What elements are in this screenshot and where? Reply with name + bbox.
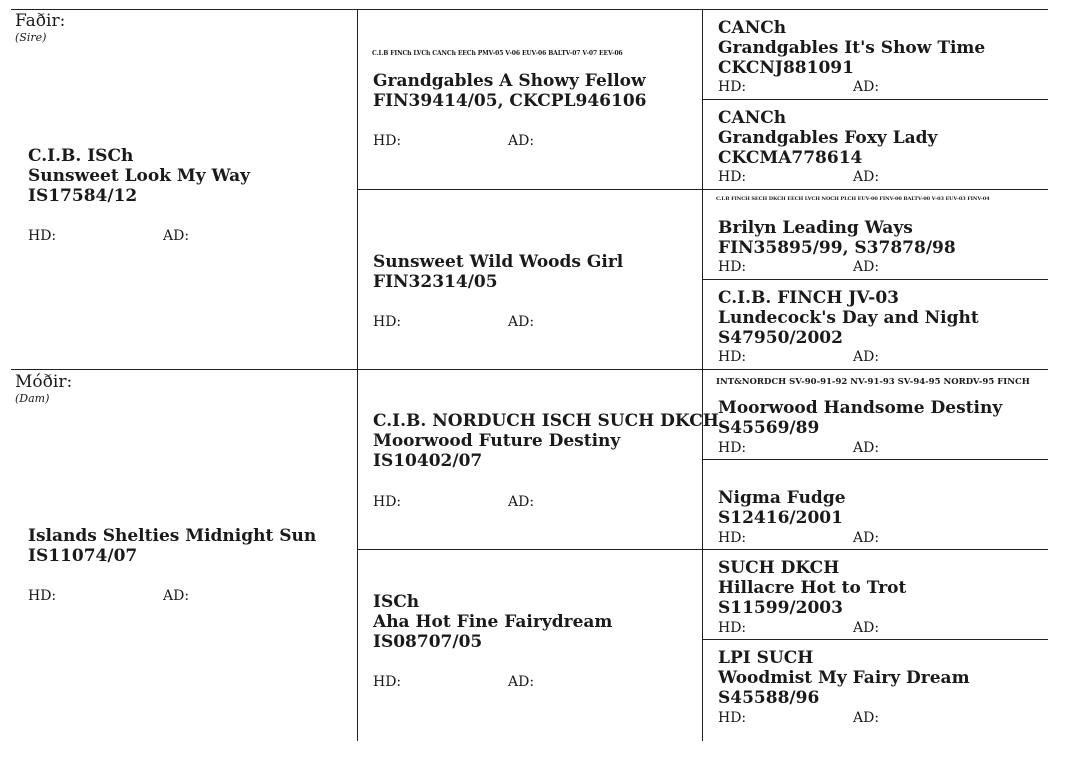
sire-label: Faðir: xyxy=(15,11,66,31)
gen2-0-reg: FIN39414/05, CKCPL946106 xyxy=(373,91,647,111)
gen3-3-dog xyxy=(718,288,979,348)
gen2-3-dog xyxy=(373,592,612,652)
gen3-5-ad: AD: xyxy=(853,530,880,546)
gen3-divider-7 xyxy=(702,639,1048,640)
gen3-1-ad: AD: xyxy=(853,169,880,185)
dam-reg: IS11074/07 xyxy=(28,546,138,566)
gen2-0-titles: C.I.B FINCh LVCh CANCh EECh PMV-05 V-06 EUV-06 BALTV-07 V-07 EEV-06 xyxy=(372,50,623,57)
gen3-7-hd: HD: xyxy=(718,710,747,726)
gen3-6-reg: S11599/2003 xyxy=(718,598,843,618)
dam-hd: HD: xyxy=(28,588,57,604)
gen3-0-dog xyxy=(718,18,985,78)
sire-name: Sunsweet Look My Way xyxy=(28,166,251,186)
gen3-1-reg: CKCMA778614 xyxy=(718,148,863,168)
gen3-2-name: Brilyn Leading Ways xyxy=(718,218,913,238)
gen3-7-name: Woodmist My Fairy Dream xyxy=(718,668,970,688)
gen3-4-hd: HD: xyxy=(718,440,747,456)
gen2-0-hd: HD: xyxy=(373,133,402,149)
gen3-4-titles: INT&NORDCH SV-90-91-92 NV-91-93 SV-94-95 NORDV-95 FINCH xyxy=(716,377,1030,387)
gen2-1-name: Sunsweet Wild Woods Girl xyxy=(373,252,624,272)
gen3-0-hd: HD: xyxy=(718,79,747,95)
sire-title: C.I.B. ISCh xyxy=(28,146,134,166)
gen3-5-reg: S12416/2001 xyxy=(718,508,843,528)
dam-name: Islands Shelties Midnight Sun xyxy=(28,526,317,546)
gen2-2-dog xyxy=(373,411,719,471)
sire-reg: IS17584/12 xyxy=(28,186,138,206)
gen2-0-name: Grandgables A Showy Fellow xyxy=(373,71,646,91)
gen3-0-name: Grandgables It's Show Time xyxy=(718,38,986,58)
gen3-3-title: C.I.B. FINCH JV-03 xyxy=(718,288,900,308)
gen3-6-title: SUCH DKCH xyxy=(718,558,840,578)
gen3-4-name: Moorwood Handsome Destiny xyxy=(718,398,1003,418)
gen3-4-dog xyxy=(718,398,1002,438)
gen2-gen3-divider xyxy=(702,9,703,741)
gen3-2-hd: HD: xyxy=(718,259,747,275)
gen2-1-reg: FIN32314/05 xyxy=(373,272,498,292)
gen3-5-dog xyxy=(718,488,846,528)
gen3-5-hd: HD: xyxy=(718,530,747,546)
dam-sublabel: (Dam) xyxy=(15,392,50,405)
gen2-divider-1 xyxy=(357,189,1048,190)
gen3-1-name: Grandgables Foxy Lady xyxy=(718,128,938,148)
gen2-2-name: Moorwood Future Destiny xyxy=(373,431,621,451)
gen3-1-hd: HD: xyxy=(718,169,747,185)
gen3-0-ad: AD: xyxy=(853,79,880,95)
gen3-3-name: Lundecock's Day and Night xyxy=(718,308,979,328)
sire-dog xyxy=(28,146,250,206)
dam-dog xyxy=(28,526,316,566)
gen3-5-name: Nigma Fudge xyxy=(718,488,846,508)
gen3-1-dog xyxy=(718,108,937,168)
gen1-gen2-divider xyxy=(357,9,358,741)
gen3-0-title: CANCh xyxy=(718,18,787,38)
gen2-0-ad: AD: xyxy=(508,133,535,149)
gen3-6-hd: HD: xyxy=(718,620,747,636)
gen3-2-titles: C.I.B FINCH SECH DKCH EECH LVCH NOCH PLCH EUV-00 FINV-00 BALTV-00 V-03 EUV-03 FINV-04 xyxy=(716,196,990,202)
top-border xyxy=(11,9,1048,10)
gen3-7-dog xyxy=(718,648,970,708)
gen2-1-ad: AD: xyxy=(508,314,535,330)
gen2-1-dog xyxy=(373,252,623,292)
gen3-2-ad: AD: xyxy=(853,259,880,275)
gen3-2-reg: FIN35895/99, S37878/98 xyxy=(718,238,956,258)
gen3-3-reg: S47950/2002 xyxy=(718,328,843,348)
sire-dam-divider xyxy=(11,369,1048,370)
gen3-6-dog xyxy=(718,558,906,618)
sire-sublabel: (Sire) xyxy=(15,31,47,44)
gen3-6-name: Hillacre Hot to Trot xyxy=(718,578,907,598)
gen2-2-title: C.I.B. NORDUCH ISCH SUCH DKCH xyxy=(373,411,719,431)
gen2-divider-3 xyxy=(357,549,1048,550)
gen3-6-ad: AD: xyxy=(853,620,880,636)
gen3-2-dog xyxy=(718,218,956,258)
gen3-3-ad: AD: xyxy=(853,349,880,365)
gen2-3-ad: AD: xyxy=(508,674,535,690)
gen2-3-name: Aha Hot Fine Fairydream xyxy=(373,612,613,632)
gen3-4-reg: S45569/89 xyxy=(718,418,820,438)
dam-ad: AD: xyxy=(163,588,190,604)
gen3-divider-3 xyxy=(702,279,1048,280)
gen3-7-ad: AD: xyxy=(853,710,880,726)
sire-ad: AD: xyxy=(163,228,190,244)
gen3-divider-5 xyxy=(702,459,1048,460)
gen2-2-hd: HD: xyxy=(373,494,402,510)
gen3-0-reg: CKCNJ881091 xyxy=(718,58,854,78)
gen3-4-ad: AD: xyxy=(853,440,880,456)
gen3-7-reg: S45588/96 xyxy=(718,688,820,708)
sire-hd: HD: xyxy=(28,228,57,244)
gen2-3-hd: HD: xyxy=(373,674,402,690)
gen3-3-hd: HD: xyxy=(718,349,747,365)
gen2-3-title: ISCh xyxy=(373,592,420,612)
gen3-divider-1 xyxy=(702,99,1048,100)
dam-label: Móðir: xyxy=(15,372,73,392)
gen2-3-reg: IS08707/05 xyxy=(373,632,483,652)
gen2-2-reg: IS10402/07 xyxy=(373,451,483,471)
gen2-2-ad: AD: xyxy=(508,494,535,510)
gen2-1-hd: HD: xyxy=(373,314,402,330)
gen2-0-dog xyxy=(373,71,647,111)
gen3-7-title: LPI SUCH xyxy=(718,648,814,668)
gen3-1-title: CANCh xyxy=(718,108,787,128)
